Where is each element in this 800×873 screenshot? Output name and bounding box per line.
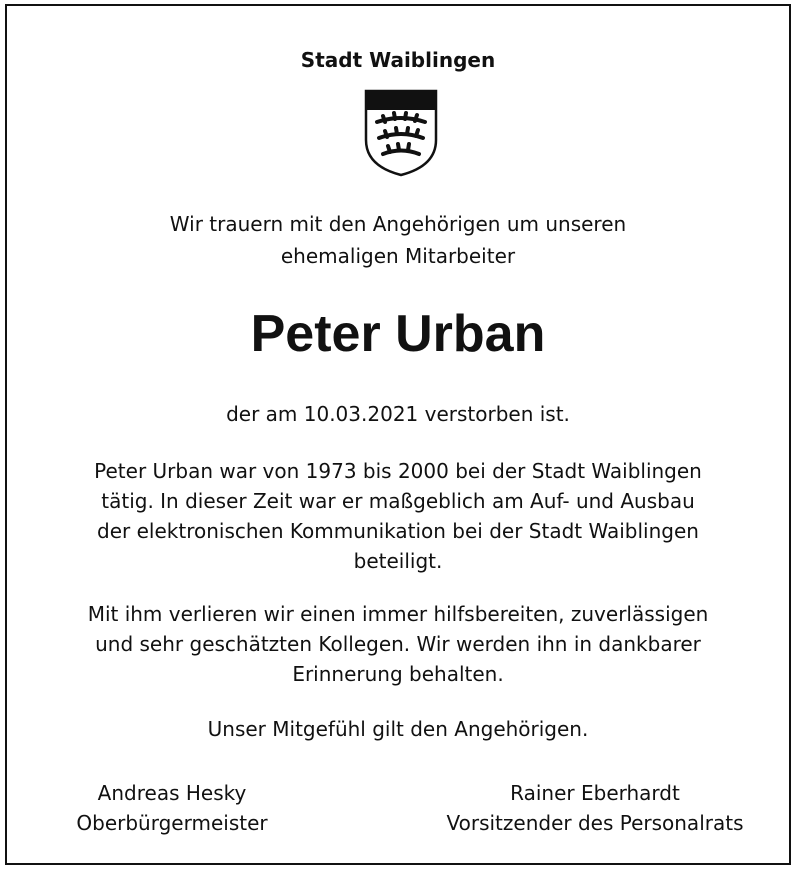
obituary-notice [5, 4, 791, 865]
biography-line: Peter Urban war von 1973 bis 2000 bei der Stadt Waiblingen [94, 459, 702, 483]
tribute-line: Mit ihm verlieren wir einen immer hilfsbereiten, zuverlässigen [87, 602, 709, 626]
biography-line: der elektronischen Kommunikation bei der Stadt Waiblingen [97, 519, 699, 543]
signatory-title: Oberbürgermeister [76, 811, 268, 835]
signatory-title: Vorsitzender des Personalrats [446, 811, 744, 835]
intro-line-1: Wir trauern mit den Angehörigen um unseren [169, 212, 627, 236]
tribute-line: Erinnerung behalten. [292, 662, 504, 686]
signatory-mayor [27, 778, 317, 838]
organization-name: Stadt Waiblingen [300, 48, 496, 72]
tribute-line: und sehr geschätzten Kollegen. Wir werden ihn in dankbarer [95, 632, 701, 656]
coat-of-arms-icon [363, 88, 439, 178]
biography-line: tätig. In dieser Zeit war er maßgeblich am Auf- und Ausbau [101, 489, 695, 513]
condolence-line: Unser Mitgefühl gilt den Angehörigen. [207, 717, 589, 741]
death-date-line: der am 10.03.2021 verstorben ist. [226, 402, 570, 426]
deceased-name: Peter Urban [250, 305, 546, 363]
biography-line: beteiligt. [353, 549, 443, 573]
signatory-staff-council [415, 778, 775, 838]
intro-line-2: ehemaligen Mitarbeiter [280, 244, 516, 268]
signatory-name: Rainer Eberhardt [510, 781, 680, 805]
signatory-name: Andreas Hesky [97, 781, 247, 805]
